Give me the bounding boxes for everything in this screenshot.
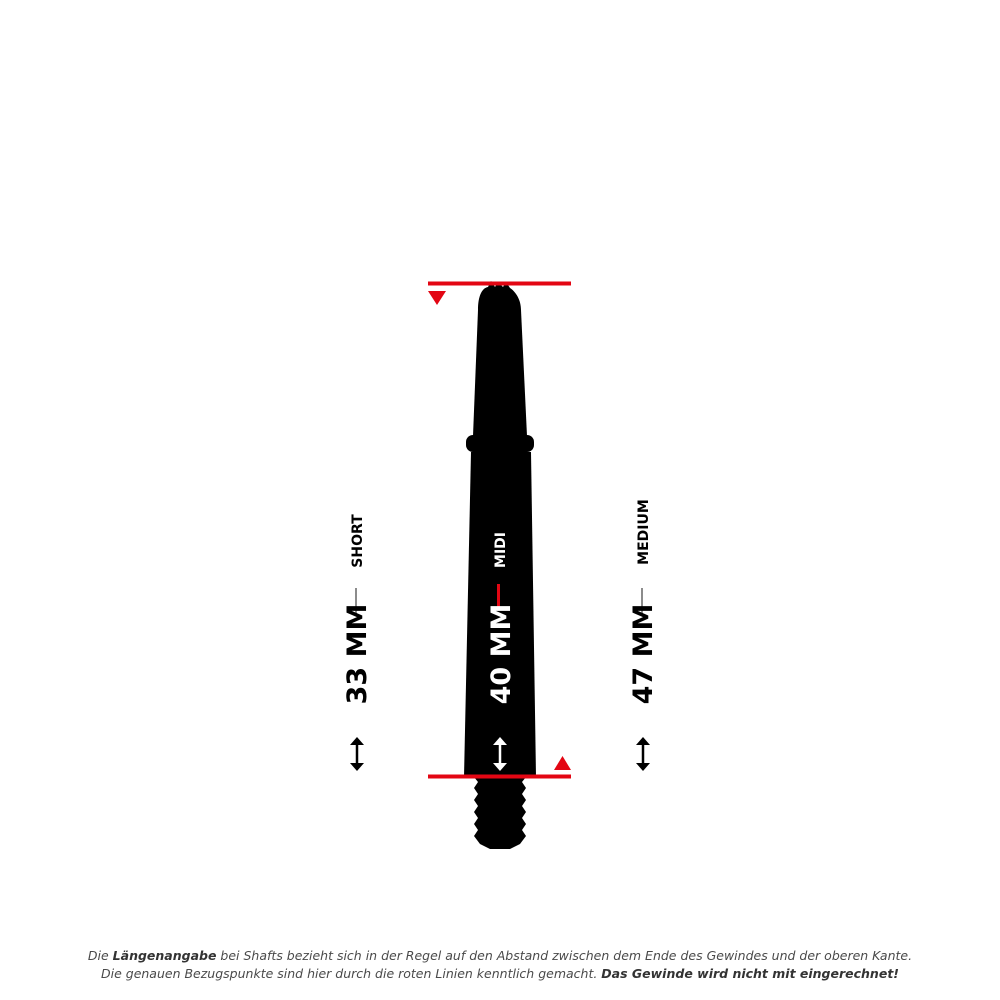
triangle-down-icon: [428, 291, 446, 305]
shaft-collar: [466, 435, 534, 452]
length-medium: 47 MM: [628, 603, 659, 705]
size-medium: [628, 499, 659, 771]
footer-note-line-2: [0, 966, 1000, 981]
footer-line1-pre: Die: [87, 948, 113, 963]
footer-note-line-1: [0, 948, 1000, 963]
footer-line1-bold: Längenangabe: [112, 948, 217, 963]
footer-line2-pre: Die genauen Bezugspunkte sind hier durch die roten Linien kenntlich gemacht.: [101, 966, 602, 981]
shaft-thread: [474, 777, 526, 849]
double-arrow-vertical-icon: [636, 737, 650, 771]
footer-line1-post: bei Shafts bezieht sich in der Regel auf den Abstand zwischen dem Ende des Gewindes und der oberen Kante.: [216, 948, 913, 963]
size-name-medium: MEDIUM: [636, 499, 652, 565]
triangle-up-icon: [554, 756, 571, 770]
size-name-midi: MIDI: [493, 532, 509, 568]
size-short: [342, 514, 373, 771]
double-arrow-vertical-icon: [350, 737, 364, 771]
shaft-upper-body: [473, 310, 527, 436]
length-midi: 40 MM: [486, 603, 517, 705]
size-name-short: SHORT: [350, 514, 366, 568]
footer-line2-bold: Das Gewinde wird nicht mit eingerechnet!: [601, 966, 899, 981]
length-short: 33 MM: [342, 603, 373, 705]
